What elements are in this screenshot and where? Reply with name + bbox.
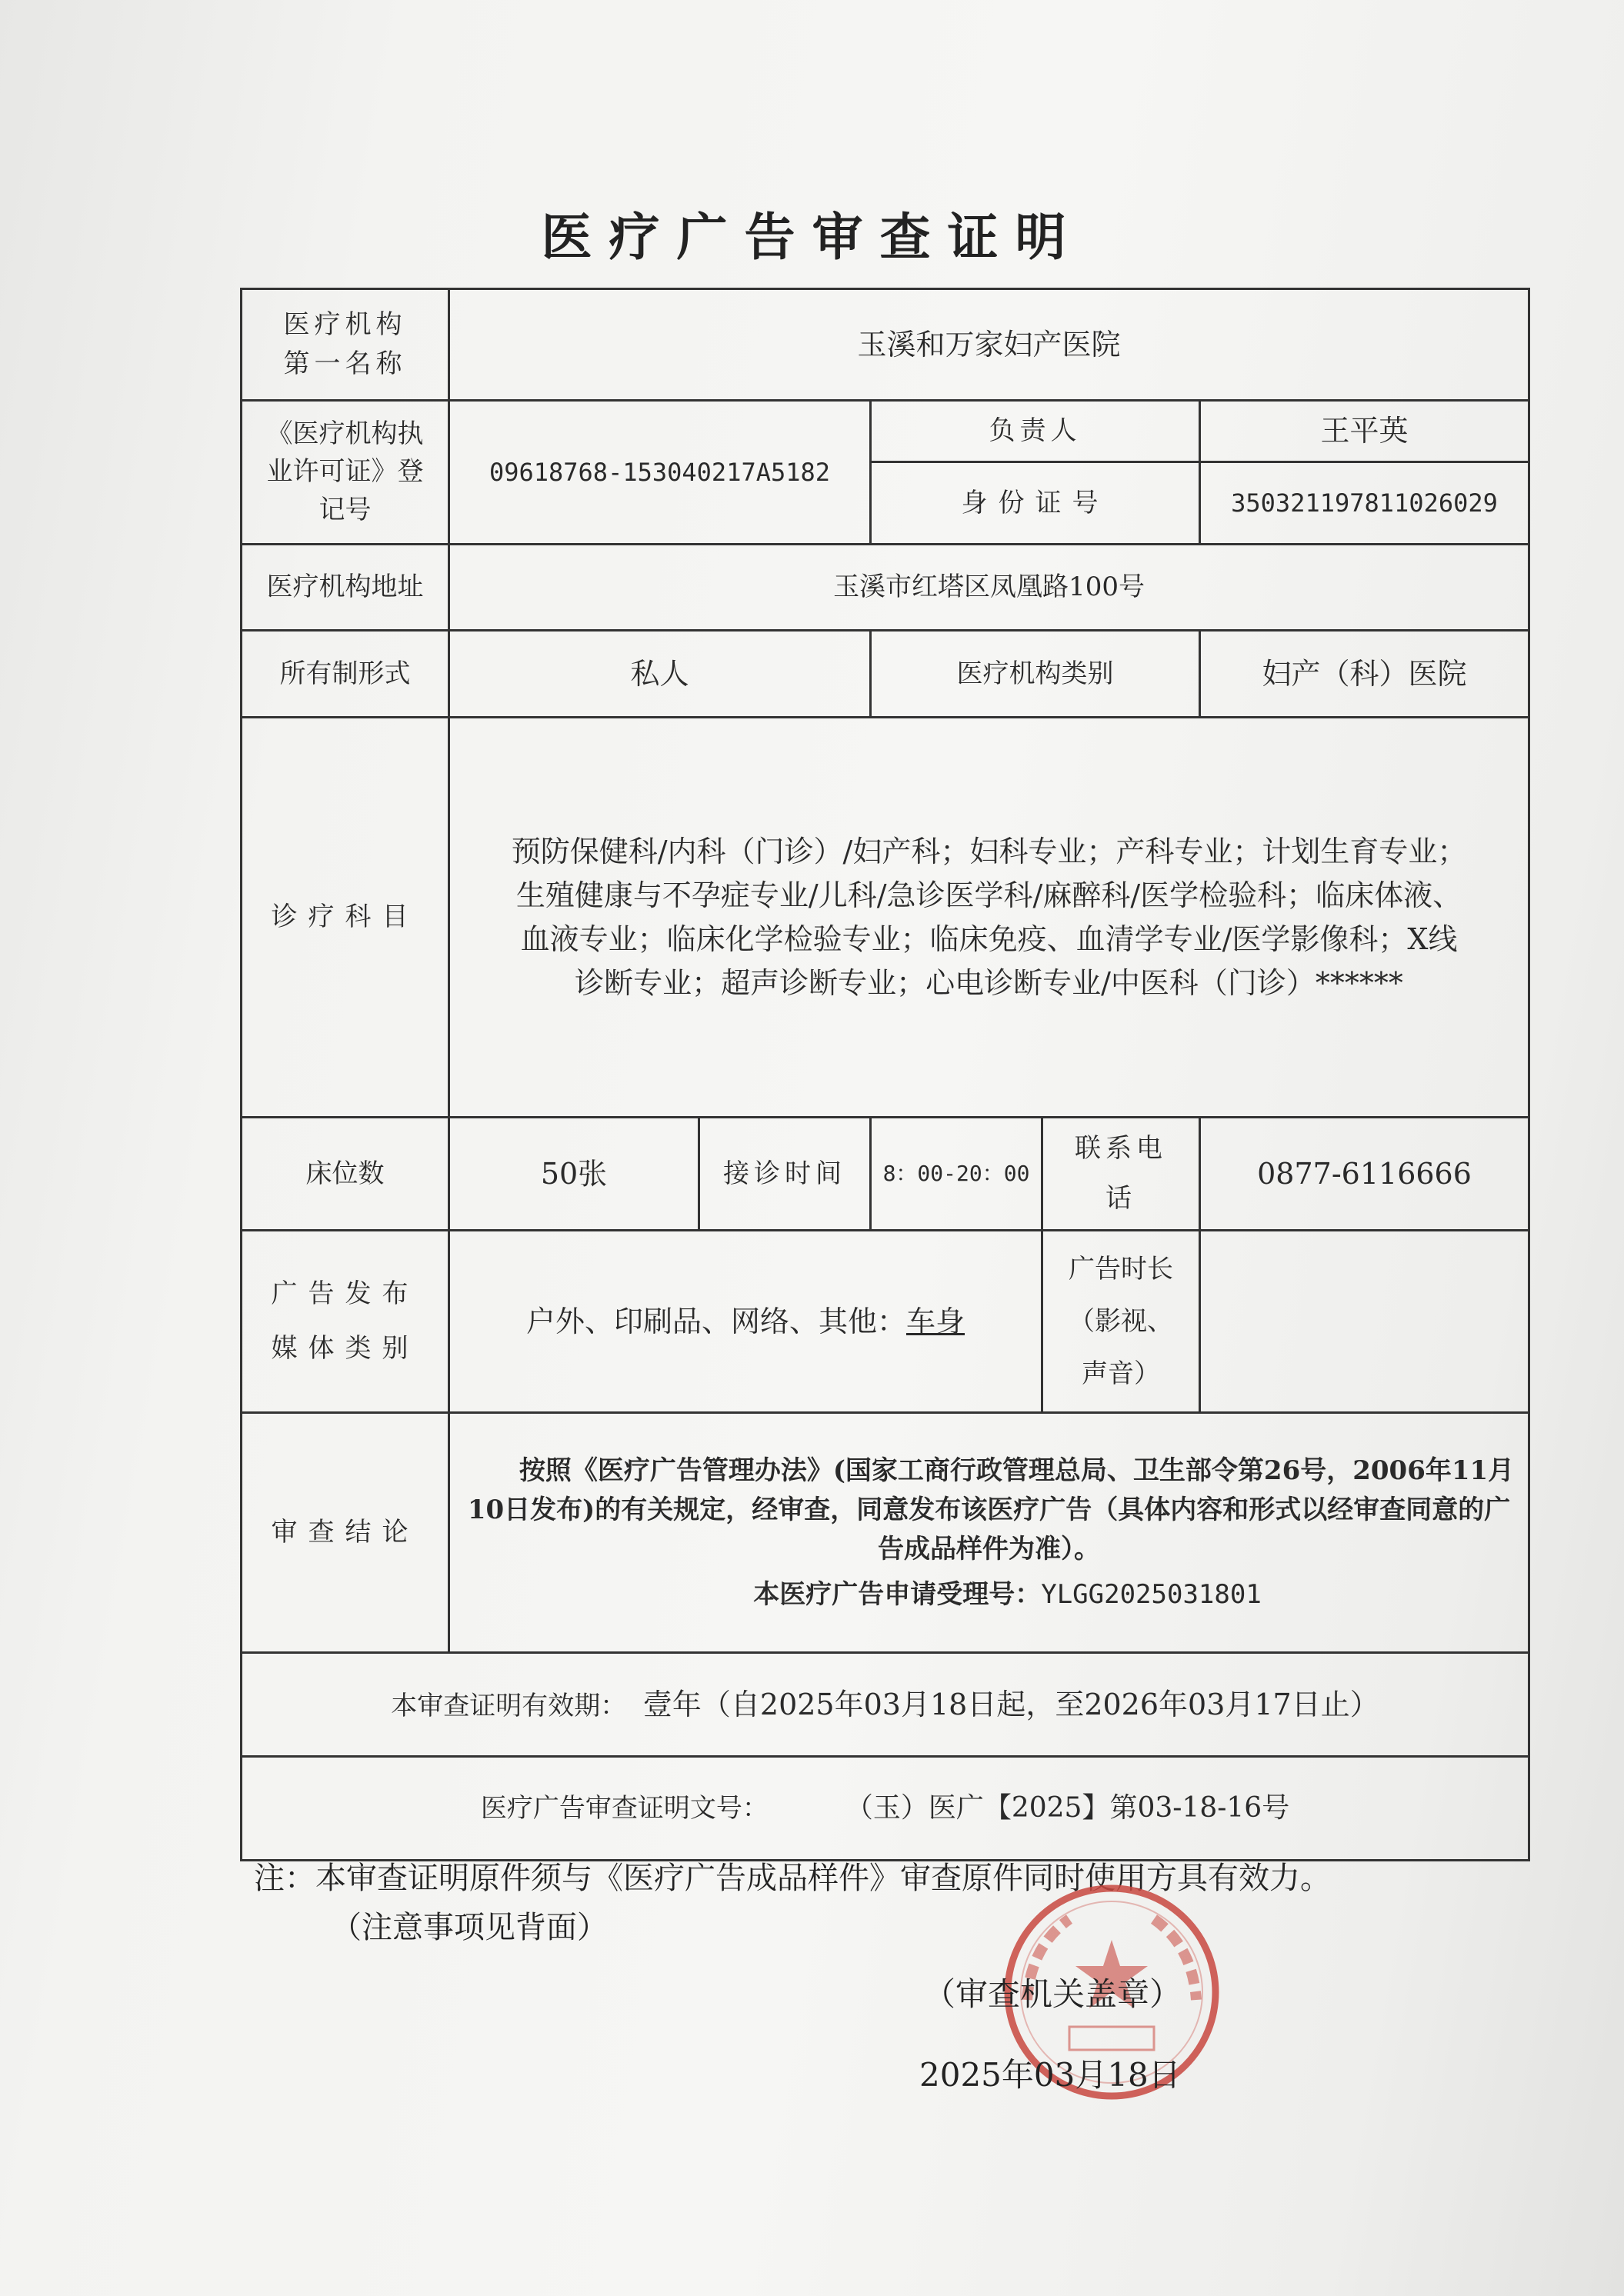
media-label-line2: 媒体类别 — [271, 1333, 419, 1364]
validity-label: 本审查证明有效期： — [391, 1690, 627, 1721]
address-value: 玉溪市红塔区凤凰路100号 — [449, 545, 1529, 631]
hours-label: 接诊时间 — [699, 1118, 871, 1231]
phone-label-line1: 联系电 — [1075, 1133, 1167, 1165]
document-number — [242, 1757, 1529, 1861]
hours-value: 8：00-20：00 — [871, 1118, 1042, 1231]
footer-note-line2: （注意事项见背面） — [331, 1910, 608, 1945]
subjects-line-2: 生殖健康与不孕症专业/儿科/急诊医学科/麻醉科/医学检验科；临床体液、 — [515, 878, 1462, 912]
address-label: 医疗机构地址 — [242, 545, 449, 631]
certificate-table — [240, 288, 1530, 1861]
conclusion-label: 审查结论 — [242, 1413, 449, 1653]
row-institution-name — [242, 289, 1529, 401]
phone-label-line2: 话 — [1105, 1183, 1136, 1214]
license-label-line1: 《医疗机构执 — [266, 418, 424, 450]
beds-value: 50张 — [449, 1118, 699, 1231]
acceptance-number — [458, 1575, 1520, 1615]
media-label — [242, 1231, 449, 1413]
media-value-prefix: 户外、印刷品、网络、其他： — [525, 1304, 906, 1338]
issue-date: 2025年03月18日 — [919, 2056, 1181, 2094]
row-ownership-category — [242, 631, 1529, 718]
seal-caption: （审查机关盖章） — [923, 1975, 1182, 2013]
document-title: 医疗广告审查证明 — [541, 207, 1083, 267]
license-label-line2: 业许可证》登 — [266, 456, 424, 488]
responsible-value: 王平英 — [1200, 401, 1529, 462]
phone-label — [1042, 1118, 1200, 1231]
conclusion-value — [449, 1413, 1529, 1653]
subjects-label: 诊疗科目 — [242, 718, 449, 1118]
validity-value: 壹年（自2025年03月18日起，至2026年03月17日止） — [642, 1687, 1379, 1721]
acceptance-label: 本医疗广告申请受理号： — [753, 1578, 1042, 1610]
ownership-label: 所有制形式 — [242, 631, 449, 718]
row-conclusion — [242, 1413, 1529, 1653]
row-subjects — [242, 718, 1529, 1118]
subjects-value — [449, 718, 1529, 1118]
duration-label — [1042, 1231, 1200, 1413]
row-beds-hours-phone — [242, 1118, 1529, 1231]
license-label — [242, 401, 449, 545]
duration-value — [1200, 1231, 1529, 1413]
subjects-line-1: 预防保健科/内科（门诊）/妇产科；妇科专业；产科专业；计划生育专业； — [511, 834, 1467, 868]
license-value: 09618768-153040217A5182 — [449, 401, 871, 545]
responsible-label: 负责人 — [871, 401, 1200, 462]
document-number-value: （玉）医广【2025】第03-18-16号 — [845, 1792, 1290, 1824]
institution-name-label-line2: 第一名称 — [283, 348, 407, 379]
duration-label-line2: （影视、 — [1069, 1306, 1173, 1337]
institution-name-label-line1: 医疗机构 — [283, 309, 407, 340]
subjects-line-4: 诊断专业；超声诊断专业；心电诊断专业/中医科（门诊）****** — [575, 965, 1403, 1000]
ownership-value: 私人 — [449, 631, 871, 718]
media-value — [449, 1231, 1042, 1413]
license-label-line3: 记号 — [318, 494, 372, 525]
beds-label: 床位数 — [242, 1118, 449, 1231]
duration-label-line1: 广告时长 — [1069, 1254, 1173, 1285]
phone-value: 0877-6116666 — [1200, 1118, 1529, 1231]
id-number-value: 350321197811026029 — [1200, 462, 1529, 545]
id-number-label: 身份证号 — [871, 462, 1200, 545]
category-label: 医疗机构类别 — [871, 631, 1200, 718]
row-document-number — [242, 1757, 1529, 1861]
validity — [242, 1653, 1529, 1757]
row-address — [242, 545, 1529, 631]
footer-note-line1: 注：本审查证明原件须与《医疗广告成品样件》审查原件同时使用方具有效力。 — [254, 1861, 1331, 1896]
acceptance-value: YLGG2025031801 — [1041, 1578, 1262, 1610]
category-value: 妇产（科）医院 — [1200, 631, 1529, 718]
media-value-other: 车身 — [906, 1304, 965, 1338]
institution-name-value: 玉溪和万家妇产医院 — [449, 289, 1529, 401]
media-label-line1: 广告发布 — [271, 1278, 419, 1309]
subjects-line-3: 血液专业；临床化学检验专业；临床免疫、血清学专业/医学影像科；X线 — [520, 921, 1458, 956]
row-media-duration — [242, 1231, 1529, 1413]
conclusion-text: 按照《医疗广告管理办法》(国家工商行政管理总局、卫生部令第26号，2006年11月10日发布)的有关规定，经审查，同意发布该医疗广告（具体内容和形式以经审查同意的广告成品样件为准）。 — [467, 1455, 1515, 1565]
row-validity — [242, 1653, 1529, 1757]
institution-name-label — [242, 289, 449, 401]
duration-label-line3: 声音） — [1082, 1358, 1160, 1389]
document-number-label: 医疗广告审查证明文号： — [480, 1793, 769, 1824]
row-license-responsible — [242, 401, 1529, 462]
